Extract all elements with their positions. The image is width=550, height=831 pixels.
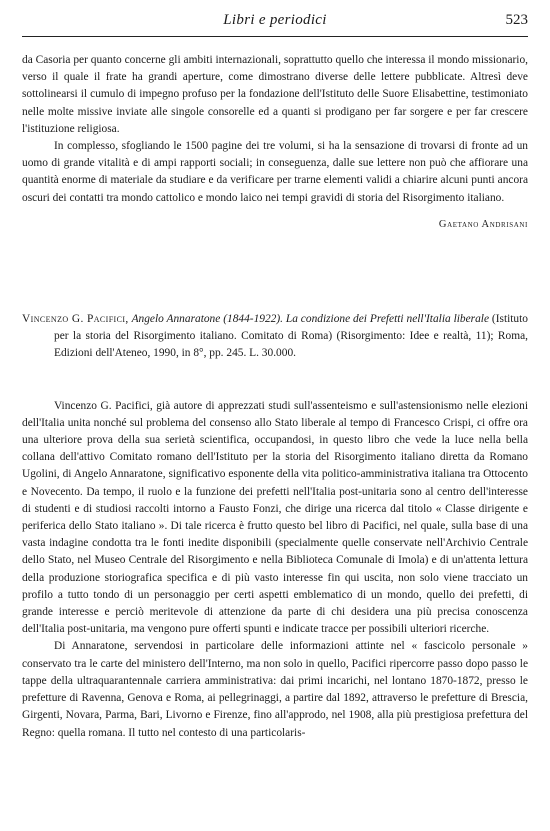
running-head [22,6,528,37]
section-spacing [22,233,528,311]
book-citation [22,311,528,363]
citation-spacing [22,363,528,398]
review-paragraph: Vincenzo G. Pacifici, già autore di apprezzati studi sull'assenteismo e sull'astensionismo nelle elezioni dell'Italia unita nonché sul problema del consenso allo Stato liberale al tempo di Francesco Crispi, ci offre ora una ulteriore prova della sua serietà scientifica, occupandosi, in questo libro che vede la luce nella bella collana dell'attivo Comitato romano dell'Istituto per la storia del Risorgimento italiano diretta da Romano Ugolini, di Angelo Annaratone, significativo esponente della vita politico-amministrativa italiana tra Ottocento e Novecento. Da tempo, il ruolo e la funzione dei prefetti nell'Italia post-unitaria sono al centro dell'interesse di studenti e di studiosi raccolti intorno a Fausto Fonzi, che dirige una ricerca dal titolo « Classe dirigente e periferica dello Stato italiano ». Di tale ricerca è frutto questo bel libro di Pacifici, nel quale, sulla base di una vasta indagine condotta tra le fonti inedite disponibili (specialmente quelle conservate nell'Archivio Centrale dello Stato, nel Museo Centrale del Risorgimento e nella Biblioteca Comunale di Imola) e di un'attenta lettura della produzione storiografica specifica e di più vasto interesse fin qui uscita, non solo viene tracciato un profilo a tutto tondo di un personaggio per certi aspetti emblematico di un mondo, quello dei prefetti, di grande interesse e perciò meritevole di attenzione da parte di chi desidera una più precisa conoscenza dell'Italia post-unitaria, ma vengono pure offerti spunti e indicate tracce per possibili ulteriori ricerche. [22,399,528,636]
previous-review-paragraph: da Casoria per quanto concerne gli ambiti internazionali, soprattutto quello che interessa il mondo missionario, verso il quale il frate ha grandi aperture, come dimostrano diverse delle lettere pubblicate. Altresì deve sottolinearsi il cumulo di impegno profuso per la fondazione dell'Istituto delle Suore Elisabettine, testimoniato nelle molte missive inviate alle singole consorelle ed a quanti si prodigano per far sorgere e per far crescere l'istituzione religiosa. [22,54,528,135]
previous-review-conclusion: In complesso, sfogliando le 1500 pagine dei tre volumi, si ha la sensazione di trovarsi di fronte ad un uomo di grande vitalità e di ampi rapporti sociali; in conseguenza, dalle sue lettere non può che affiorare una quantità enorme di materiale da studiare e da verificare per trarne elementi validi a chiarire alcuni punti ancora oscuri dei contatti tra mondo cattolico e mondo laico nei tempi gravidi di storia del Risorgimento italiano. [22,140,528,204]
book-title: Angelo Annaratone (1844-1922). La condizione dei Prefetti nell'Italia liberale [131,313,490,326]
reviewer-signature: Gaetano Andrisani [438,218,528,230]
page-number: 523 [505,12,528,28]
running-title: Libri e periodici [223,12,327,28]
page-body [22,52,528,742]
book-author: Vincenzo G. Pacifici, [22,313,129,326]
book-publication-details: (Istituto per la storia del Risorgimento italiano. Comitato di Roma) (Risorgimento: Idee e realtà, 11); Roma, Edizioni dell'Ateneo, 1990, in 8°, pp. 245. L. 30.000. [54,313,528,360]
review-paragraph: Di Annaratone, servendosi in particolare delle informazioni attinte nel « fascicolo personale » conservato tra le carte del ministero dell'Interno, ma non solo in quello, Pacifici ripercorre passo dopo passo le tappe della ultraquarantennale carriera amministrativa: dai primi incarichi, nel lontano 1870-1872, presso le prefetture di Ravenna, Genova e Roma, ai pellegrinaggi, a partire dal 1892, attraverso le prefetture di Brescia, Girgenti, Novara, Parma, Bari, Livorno e Firenze, fino all'approdo, nel 1908, alla più prestigiosa prefettura del Regno: quella romana. Il tutto nel contesto di una particolaris- [22,640,528,739]
